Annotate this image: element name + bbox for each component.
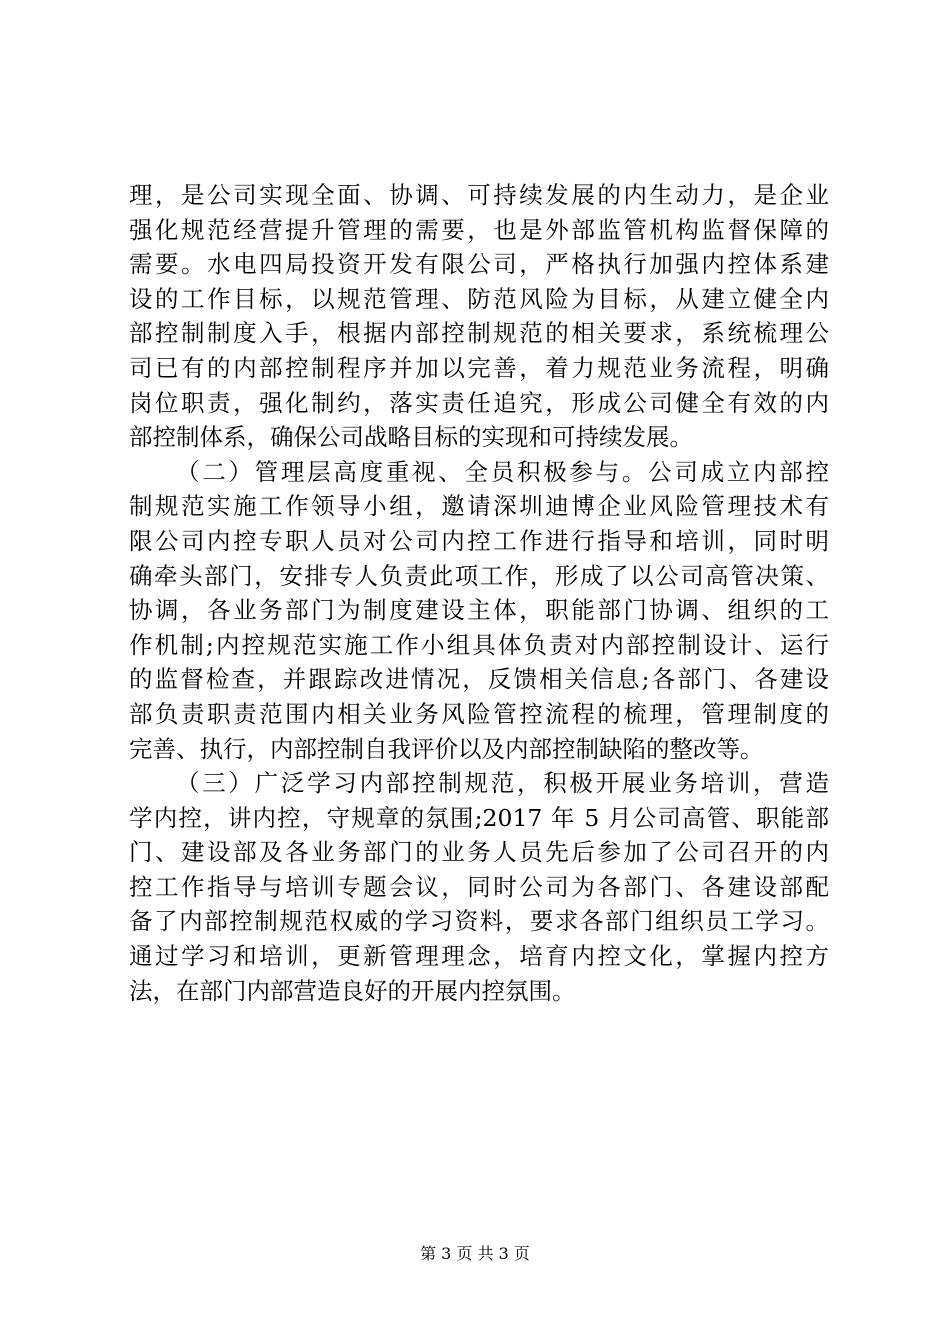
paragraph-heading-line: （三）广泛学习内部控制规范，积极开展业务培训，营造	[176, 769, 829, 798]
body-text	[129, 178, 829, 1008]
text-line: 通过学习和培训，更新管理理念，培育内控文化，掌握内控方	[129, 942, 829, 971]
text-line: 确牵头部门，安排专人负责此项工作，形成了以公司高管决策、	[129, 561, 829, 590]
text-line: 理，是公司实现全面、协调、可持续发展的内生动力，是企业	[129, 181, 829, 209]
text-line: 限公司内控专职人员对公司内控工作进行指导和培训，同时明	[129, 526, 829, 555]
text-line: 部控制制度入手，根据内部控制规范的相关要求，系统梳理公	[129, 319, 829, 348]
text-line: 需要。水电四局投资开发有限公司，严格执行加强内控体系建	[129, 250, 829, 279]
text-line: 控工作指导与培训专题会议，同时公司为各部门、各建设部配	[129, 872, 829, 901]
page-number-label: 第 3 页 共 3 页	[420, 1244, 530, 1263]
text-line: 作机制;内控规范实施工作小组具体负责对内部控制设计、运行	[129, 630, 829, 659]
text-line: 协调，各业务部门为制度建设主体，职能部门协调、组织的工	[129, 596, 829, 625]
text-line: 制规范实施工作领导小组，邀请深圳迪博企业风险管理技术有	[129, 492, 829, 521]
text-line: 设的工作目标，以规范管理、防范风险为目标，从建立健全内	[129, 284, 829, 313]
text-line: 司已有的内部控制程序并加以完善，着力规范业务流程，明确	[129, 353, 829, 382]
text-line: 学内控，讲内控，守规章的氛围;2017 年 5 月公司高管、职能部	[129, 803, 829, 832]
text-line: 完善、执行，内部控制自我评价以及内部控制缺陷的整改等。	[129, 734, 764, 763]
page-footer	[0, 1244, 950, 1264]
text-line: 部负责职责范围内相关业务风险管控流程的梳理，管理制度的	[129, 699, 829, 728]
text-line: 备了内部控制规范权威的学习资料，要求各部门组织员工学习。	[129, 907, 829, 936]
text-line: 部控制体系，确保公司战略目标的实现和可持续发展。	[129, 423, 693, 452]
paragraph-heading-line: （二）管理层高度重视、全员积极参与。公司成立内部控	[176, 457, 829, 486]
text-line: 强化规范经营提升管理的需要，也是外部监管机构监督保障的	[129, 215, 829, 244]
text-line: 岗位职责，强化制约，落实责任追究，形成公司健全有效的内	[129, 388, 829, 417]
text-line: 法，在部门内部营造良好的开展内控氛围。	[129, 976, 576, 1005]
text-line: 门、建设部及各业务部门的业务人员先后参加了公司召开的内	[129, 838, 829, 867]
text-line: 的监督检查，并跟踪改进情况，反馈相关信息;各部门、各建设	[129, 665, 829, 694]
